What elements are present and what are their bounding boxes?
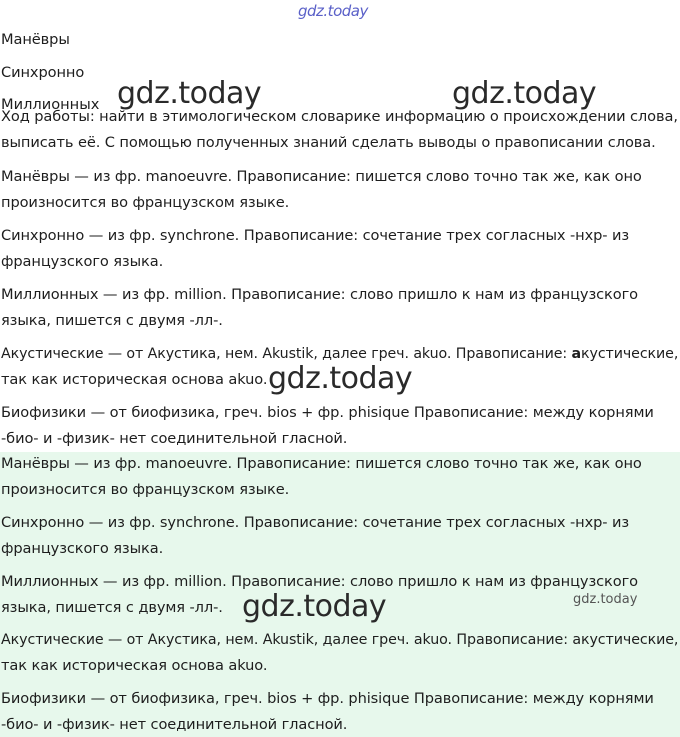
entry-manevry-line-1: Манёвры — из фр. manoeuvre. Правописание: пишется слово точно так же, как оно: [1, 168, 642, 185]
answer-akusticheskie-text-end: кустические,: [580, 631, 679, 648]
entry-biofiziki-line-2: -био- и -физик- нет соединительной гласной.: [1, 430, 348, 447]
answer-biofiziki-line-2: -био- и -физик- нет соединительной гласной.: [1, 716, 348, 733]
answer-sinkhronno-line-1: Синхронно — из фр. synchrone. Правописание: сочетание трех согласных -нхр- из: [1, 514, 630, 531]
watermark-top: gdz.today: [298, 2, 368, 20]
answer-sinkhronno-line-2: французского языка.: [1, 540, 164, 557]
answer-akusticheskie-text: Акустические — от Акустика, нем. Akustik, далее греч. akuo. Правописание:: [1, 631, 573, 648]
answer-akusticheskie-line-1: [1, 631, 678, 649]
answer-biofiziki-line-1: Биофизики — от биофизика, греч. bios + фр. phisique Правописание: между корнями: [1, 690, 654, 707]
entry-biofiziki-line-1: Биофизики — от биофизика, греч. bios + фр. phisique Правописание: между корнями: [1, 404, 654, 421]
watermark-2: gdz.today: [452, 76, 597, 111]
task-line-1: Ход работы: найти в этимологическом словарике информацию о происхождении слова,: [1, 108, 678, 125]
entry-akusticheskie-line-2: так как историческая основа akuo.: [1, 371, 268, 388]
entry-millionnykh-line-1: Миллионных — из фр. million. Правописание: слово пришло к нам из французского: [1, 286, 638, 303]
answer-manevry-line-1: Манёвры — из фр. manoeuvre. Правописание: пишется слово точно так же, как оно: [1, 455, 642, 472]
entry-akusticheskie-text-end: кустические,: [581, 345, 679, 362]
answer-akusticheskie-letter: а: [572, 631, 581, 648]
entry-manevry-line-2: произносится во французском языке.: [1, 194, 290, 211]
watermark-4: gdz.today: [242, 589, 387, 624]
header-item-manevry: Манёвры: [1, 31, 70, 48]
entry-akusticheskie-bold-letter: а: [571, 345, 582, 362]
entry-akusticheskie-text: Акустические — от Акустика, нем. Akustik, далее греч. akuo. Правописание:: [1, 345, 572, 362]
answer-manevry-line-2: произносится во французском языке.: [1, 481, 290, 498]
answer-millionnykh-line-1: Миллионных — из фр. million. Правописание: слово пришло к нам из французского: [1, 573, 638, 590]
watermark-5: gdz.today: [573, 592, 638, 607]
entry-sinkhronno-line-1: Синхронно — из фр. synchrone. Правописание: сочетание трех согласных -нхр- из: [1, 227, 630, 244]
header-item-millionnykh: Миллионных: [1, 96, 100, 110]
answer-akusticheskie-line-2: так как историческая основа akuo.: [1, 657, 268, 674]
watermark-1: gdz.today: [117, 76, 262, 111]
task-line-2: выписать её. С помощью полученных знаний сделать выводы о правописании слова.: [1, 134, 656, 151]
entry-millionnykh-line-2: языка, пишется с двумя -лл-.: [1, 312, 223, 329]
header-item-sinkhronno: Синхронно: [1, 64, 85, 81]
header-item-clipped: [0, 88, 110, 110]
answer-millionnykh-line-2: языка, пишется с двумя -лл-.: [1, 599, 223, 616]
entry-sinkhronno-line-2: французского языка.: [1, 253, 164, 270]
watermark-3: gdz.today: [268, 361, 413, 396]
